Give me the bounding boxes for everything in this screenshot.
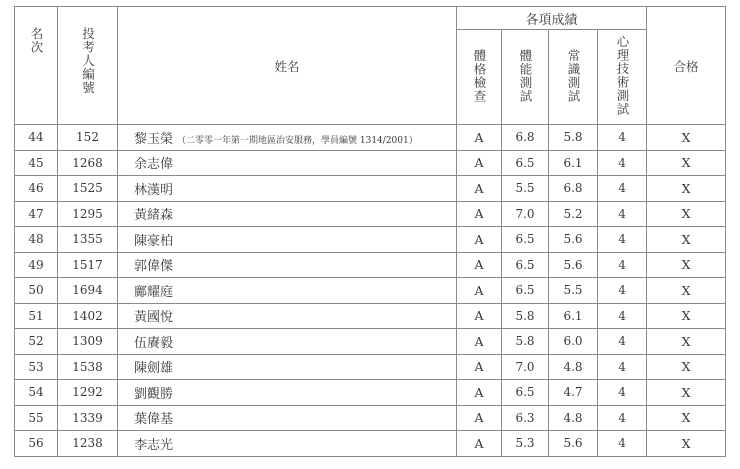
fitness-cell-text: 5.8 — [515, 308, 535, 323]
table-row — [15, 329, 726, 355]
name-cell — [118, 201, 457, 227]
header-name — [118, 7, 457, 125]
qualified-cell — [647, 150, 726, 176]
rank-cell — [15, 176, 58, 202]
name-cell — [118, 380, 457, 406]
physical-exam-cell-text: A — [474, 231, 484, 247]
psych-cell — [598, 252, 647, 278]
rank-cell — [15, 252, 58, 278]
candidate-no-cell-text: 1295 — [72, 206, 103, 221]
knowledge-cell — [549, 405, 598, 431]
candidate-no-cell — [58, 125, 118, 151]
table-row — [15, 354, 726, 380]
fitness-cell — [502, 278, 549, 304]
knowledge-cell — [549, 125, 598, 151]
name-note: （二零零一年第一期地區治安服務，學員編號 1314/2001） — [177, 135, 418, 146]
name-cell-text: 黎玉榮 — [134, 131, 174, 147]
candidate-no-cell — [58, 405, 118, 431]
fitness-cell-text: 5.5 — [515, 181, 535, 196]
name-cell — [118, 329, 457, 355]
table-body — [15, 125, 726, 457]
physical-exam-cell-text: A — [474, 282, 484, 298]
fitness-cell-text: 5.3 — [515, 436, 535, 451]
header-candidate-no-label: 投考人編號 — [80, 27, 96, 95]
physical-exam-cell — [457, 227, 502, 253]
rank-cell-text: 45 — [28, 155, 44, 170]
rank-cell-text: 52 — [28, 334, 44, 349]
candidate-no-cell-text: 1238 — [72, 436, 103, 451]
psych-cell — [598, 201, 647, 227]
header-qualified — [647, 7, 726, 125]
knowledge-cell-text: 5.2 — [563, 206, 583, 221]
qualified-cell-text: X — [681, 180, 691, 196]
psych-cell-text: 4 — [618, 155, 626, 170]
rank-cell — [15, 150, 58, 176]
candidate-no-cell-text: 1268 — [72, 155, 103, 170]
psych-cell — [598, 150, 647, 176]
qualified-cell — [647, 431, 726, 457]
rank-cell-text: 54 — [28, 385, 44, 400]
rank-cell — [15, 278, 58, 304]
header-psych-test-label: 心理技術測試 — [615, 35, 630, 116]
knowledge-cell — [549, 431, 598, 457]
physical-exam-cell — [457, 329, 502, 355]
rank-cell — [15, 354, 58, 380]
rank-cell-text: 50 — [28, 283, 44, 298]
fitness-cell-text: 6.5 — [515, 257, 535, 272]
psych-cell-text: 4 — [618, 334, 626, 349]
physical-exam-cell — [457, 431, 502, 457]
knowledge-cell — [549, 303, 598, 329]
rank-cell — [15, 329, 58, 355]
qualified-cell-text: X — [681, 435, 691, 451]
candidate-no-cell — [58, 380, 118, 406]
candidate-no-cell — [58, 431, 118, 457]
header-general-knowledge — [549, 30, 598, 125]
table-row — [15, 380, 726, 406]
qualified-cell — [647, 303, 726, 329]
psych-cell — [598, 278, 647, 304]
physical-exam-cell-text: A — [474, 410, 484, 426]
psych-cell — [598, 431, 647, 457]
table-row — [15, 431, 726, 457]
candidate-no-cell-text: 1355 — [72, 232, 103, 247]
physical-exam-cell-text: A — [474, 257, 484, 273]
knowledge-cell-text: 5.8 — [563, 130, 583, 145]
fitness-cell-text: 6.5 — [515, 155, 535, 170]
knowledge-cell — [549, 227, 598, 253]
psych-cell-text: 4 — [618, 436, 626, 451]
fitness-cell — [502, 201, 549, 227]
rank-cell — [15, 201, 58, 227]
knowledge-cell — [549, 354, 598, 380]
physical-exam-cell-text: A — [474, 333, 484, 349]
psych-cell — [598, 329, 647, 355]
table-row — [15, 278, 726, 304]
name-cell — [118, 176, 457, 202]
name-cell-text: 林漢明 — [134, 182, 174, 198]
psych-cell-text: 4 — [618, 181, 626, 196]
name-cell-text: 黃緒森 — [134, 208, 174, 224]
candidate-no-cell — [58, 278, 118, 304]
name-cell — [118, 431, 457, 457]
rank-cell — [15, 405, 58, 431]
rank-cell — [15, 380, 58, 406]
candidate-no-cell-text: 1339 — [72, 410, 103, 425]
rank-cell-text: 56 — [28, 436, 44, 451]
physical-exam-cell-text: A — [474, 435, 484, 451]
physical-exam-cell-text: A — [474, 384, 484, 400]
rank-cell-text: 48 — [28, 232, 44, 247]
psych-cell — [598, 405, 647, 431]
fitness-cell — [502, 227, 549, 253]
qualified-cell — [647, 201, 726, 227]
physical-exam-cell — [457, 405, 502, 431]
qualified-cell-text: X — [681, 129, 691, 145]
fitness-cell — [502, 176, 549, 202]
candidate-no-cell-text: 1525 — [72, 181, 103, 196]
fitness-cell-text: 7.0 — [515, 206, 535, 221]
physical-exam-cell — [457, 278, 502, 304]
qualified-cell-text: X — [681, 410, 691, 426]
fitness-cell — [502, 354, 549, 380]
name-cell-text: 陳豪柏 — [134, 233, 174, 249]
header-physical-exam — [457, 30, 502, 125]
header-physical-exam-label: 體格檢查 — [472, 48, 487, 103]
name-cell — [118, 405, 457, 431]
psych-cell-text: 4 — [618, 130, 626, 145]
psych-cell-text: 4 — [618, 308, 626, 323]
physical-exam-cell — [457, 125, 502, 151]
fitness-cell-text: 7.0 — [515, 359, 535, 374]
name-cell-text: 伍賡毅 — [134, 335, 174, 351]
physical-exam-cell-text: A — [474, 308, 484, 324]
header-fitness-test — [502, 30, 549, 125]
physical-exam-cell — [457, 303, 502, 329]
name-cell-text: 黃國悅 — [134, 310, 174, 326]
table-row — [15, 201, 726, 227]
qualified-cell — [647, 227, 726, 253]
candidate-no-cell — [58, 227, 118, 253]
psych-cell — [598, 125, 647, 151]
fitness-cell-text: 6.5 — [515, 385, 535, 400]
name-cell — [118, 278, 457, 304]
knowledge-cell — [549, 380, 598, 406]
name-cell-text: 葉偉基 — [134, 412, 174, 428]
qualified-cell — [647, 176, 726, 202]
fitness-cell — [502, 329, 549, 355]
rank-cell-text: 51 — [28, 308, 44, 323]
results-table — [14, 6, 726, 457]
header-rank-label: 名次 — [29, 27, 44, 54]
qualified-cell-text: X — [681, 384, 691, 400]
candidate-no-cell-text: 1402 — [72, 308, 103, 323]
physical-exam-cell-text: A — [474, 180, 484, 196]
name-cell — [118, 150, 457, 176]
physical-exam-cell — [457, 252, 502, 278]
fitness-cell-text: 6.3 — [515, 410, 535, 425]
knowledge-cell — [549, 252, 598, 278]
qualified-cell-text: X — [681, 308, 691, 324]
candidate-no-cell — [58, 176, 118, 202]
candidate-no-cell-text: 1694 — [72, 283, 103, 298]
name-cell — [118, 252, 457, 278]
candidate-no-cell-text: 152 — [76, 130, 99, 145]
candidate-no-cell-text: 1538 — [72, 359, 103, 374]
rank-cell — [15, 125, 58, 151]
fitness-cell — [502, 252, 549, 278]
fitness-cell-text: 6.5 — [515, 283, 535, 298]
qualified-cell — [647, 278, 726, 304]
psych-cell — [598, 227, 647, 253]
knowledge-cell-text: 5.6 — [563, 257, 583, 272]
physical-exam-cell — [457, 176, 502, 202]
header-fitness-test-label: 體能測試 — [518, 48, 533, 103]
physical-exam-cell — [457, 354, 502, 380]
knowledge-cell — [549, 201, 598, 227]
knowledge-cell-text: 6.8 — [563, 181, 583, 196]
knowledge-cell-text: 5.6 — [563, 232, 583, 247]
fitness-cell — [502, 150, 549, 176]
name-cell-text: 李志光 — [134, 437, 174, 453]
header-general-knowledge-label: 常識測試 — [566, 48, 581, 103]
name-cell-text: 劉觀勝 — [134, 386, 174, 402]
fitness-cell-text: 6.8 — [515, 130, 535, 145]
table-row — [15, 125, 726, 151]
name-cell-text: 陳劍雄 — [134, 361, 174, 377]
psych-cell-text: 4 — [618, 385, 626, 400]
rank-cell — [15, 431, 58, 457]
header-rank — [15, 7, 58, 125]
header-results-group-label: 各項成績 — [525, 12, 578, 28]
psych-cell-text: 4 — [618, 359, 626, 374]
knowledge-cell-text: 4.8 — [563, 359, 583, 374]
rank-cell-text: 47 — [28, 206, 44, 221]
candidate-no-cell — [58, 201, 118, 227]
candidate-no-cell — [58, 252, 118, 278]
candidate-no-cell-text: 1517 — [72, 257, 103, 272]
psych-cell-text: 4 — [618, 206, 626, 221]
header-psych-test — [598, 30, 647, 125]
name-cell-text: 鄺耀庭 — [134, 284, 174, 300]
candidate-no-cell — [58, 329, 118, 355]
qualified-cell-text: X — [681, 231, 691, 247]
header-qualified-label: 合格 — [673, 58, 699, 74]
knowledge-cell-text: 4.8 — [563, 410, 583, 425]
knowledge-cell — [549, 150, 598, 176]
rank-cell-text: 55 — [28, 410, 44, 425]
psych-cell — [598, 380, 647, 406]
psych-cell — [598, 354, 647, 380]
physical-exam-cell-text: A — [474, 359, 484, 375]
knowledge-cell — [549, 176, 598, 202]
qualified-cell — [647, 252, 726, 278]
psych-cell-text: 4 — [618, 410, 626, 425]
name-cell — [118, 227, 457, 253]
knowledge-cell — [549, 329, 598, 355]
knowledge-cell — [549, 278, 598, 304]
knowledge-cell-text: 5.6 — [563, 436, 583, 451]
qualified-cell — [647, 125, 726, 151]
psych-cell — [598, 303, 647, 329]
candidate-no-cell — [58, 354, 118, 380]
physical-exam-cell-text: A — [474, 155, 484, 171]
name-cell — [118, 125, 457, 151]
name-cell — [118, 354, 457, 380]
rank-cell-text: 46 — [28, 181, 44, 196]
table-row — [15, 405, 726, 431]
table-row — [15, 150, 726, 176]
rank-cell-text: 49 — [28, 257, 44, 272]
header-results-group — [457, 7, 647, 30]
psych-cell-text: 4 — [618, 232, 626, 247]
rank-cell-text: 44 — [28, 130, 44, 145]
knowledge-cell-text: 6.0 — [563, 334, 583, 349]
qualified-cell — [647, 380, 726, 406]
candidate-no-cell — [58, 303, 118, 329]
qualified-cell — [647, 329, 726, 355]
fitness-cell — [502, 380, 549, 406]
table-row — [15, 176, 726, 202]
fitness-cell — [502, 303, 549, 329]
table-row — [15, 227, 726, 253]
candidate-no-cell-text: 1292 — [72, 385, 103, 400]
psych-cell — [598, 176, 647, 202]
knowledge-cell-text: 4.7 — [563, 385, 583, 400]
name-cell-text: 郭偉傑 — [134, 259, 174, 275]
physical-exam-cell-text: A — [474, 129, 484, 145]
fitness-cell — [502, 125, 549, 151]
name-cell-text: 余志偉 — [134, 157, 174, 173]
fitness-cell-text: 6.5 — [515, 232, 535, 247]
physical-exam-cell — [457, 380, 502, 406]
physical-exam-cell-text: A — [474, 206, 484, 222]
header-candidate-no — [58, 7, 118, 125]
header-name-label: 姓名 — [274, 58, 300, 74]
knowledge-cell-text: 6.1 — [563, 155, 583, 170]
knowledge-cell-text: 6.1 — [563, 308, 583, 323]
qualified-cell-text: X — [681, 155, 691, 171]
candidate-no-cell-text: 1309 — [72, 334, 103, 349]
candidate-no-cell — [58, 150, 118, 176]
name-cell — [118, 303, 457, 329]
rank-cell — [15, 303, 58, 329]
fitness-cell — [502, 431, 549, 457]
psych-cell-text: 4 — [618, 283, 626, 298]
physical-exam-cell — [457, 201, 502, 227]
qualified-cell — [647, 354, 726, 380]
rank-cell-text: 53 — [28, 359, 44, 374]
qualified-cell-text: X — [681, 257, 691, 273]
table-row — [15, 303, 726, 329]
rank-cell — [15, 227, 58, 253]
knowledge-cell-text: 5.5 — [563, 283, 583, 298]
qualified-cell-text: X — [681, 333, 691, 349]
qualified-cell-text: X — [681, 359, 691, 375]
qualified-cell-text: X — [681, 206, 691, 222]
psych-cell-text: 4 — [618, 257, 626, 272]
qualified-cell-text: X — [681, 282, 691, 298]
fitness-cell — [502, 405, 549, 431]
physical-exam-cell — [457, 150, 502, 176]
fitness-cell-text: 5.8 — [515, 334, 535, 349]
table-row — [15, 252, 726, 278]
qualified-cell — [647, 405, 726, 431]
